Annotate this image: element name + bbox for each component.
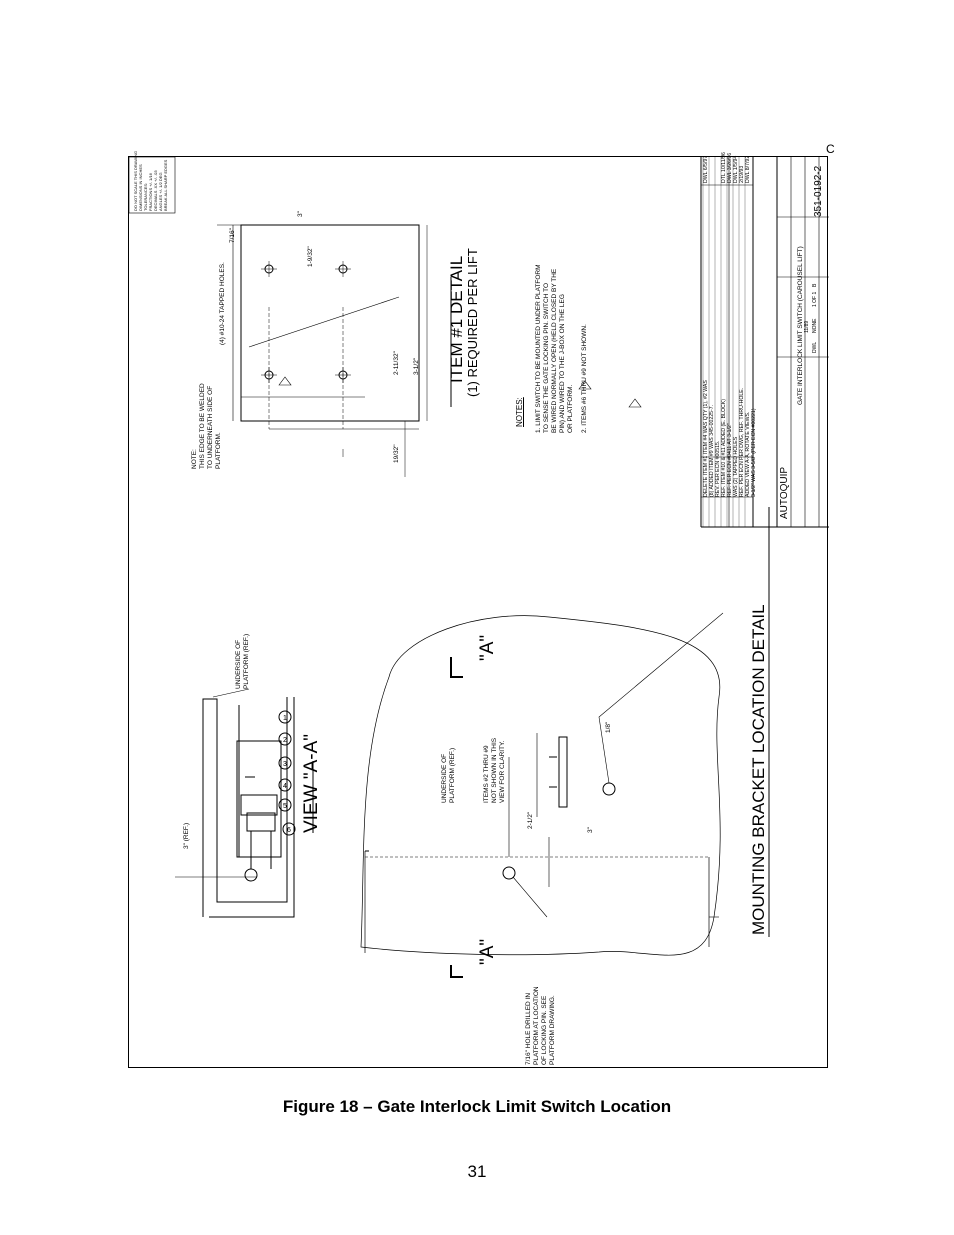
revision-block [703,380,757,497]
dim-2-11-32: 2-11/32" [393,351,400,375]
dim-3-1-2: 3-1/2" [413,357,420,375]
main-title: MOUNTING BRACKET LOCATION DETAIL [749,604,768,935]
item1-title: ITEM #1 DETAIL [447,255,466,383]
dim-3b: 3" [297,211,304,217]
drawn-by: DWL [812,341,818,353]
revision-row: DELETE ITEM #1 ITEM #4 WAS QTY (1), #2 WAS [703,380,709,497]
balloon-1: 1 [283,715,287,722]
balloon-3: 3 [283,761,287,768]
balloon-4: 4 [283,783,287,790]
revision-row: WAS (2) TAPPED HOLES [733,436,739,497]
note-line: BE WIRED NORMALLY OPEN (HELD CLOSED BY THE [551,268,558,433]
dim-19-32: 19/32" [393,444,400,463]
revision-dates: DWL 6/5/97 DTL 10/11/96 DWL 3/26/96 DWL 1/5/94 2/19/93 DWL 8/7/92 [703,152,751,183]
legend-line: TOLERANCES: [143,182,148,211]
drawing-title: GATE INTERLOCK LIMIT SWITCH (CAROUSEL LIFT) [797,246,804,405]
corner-letter: C [826,142,835,156]
scale: NONE [812,318,818,333]
figure-caption: Figure 18 – Gate Interlock Limit Switch Location [282,1097,672,1116]
weld-note: NOTE: THIS EDGE TO BE WELDED TO UNDERNEATH SIDE OF PLATFORM. [191,383,222,469]
note-line: TO SENSE THE GATE LOCKING PIN. SWITCH TO [543,282,550,433]
legend-line: FRACTIONS +/- 1/16 [148,173,153,211]
legend-line: DO NOT SCALE THIS DRAWING [133,150,138,211]
underside-ref-mid: UNDERSIDE OF PLATFORM (REF.) [441,747,456,803]
note-line: 1. LIMIT SWITCH TO BE MOUNTED UNDER PLATFORM [535,264,542,433]
section-a-bottom: "A" [477,938,498,965]
balloon-5: 5 [283,803,287,810]
revision-row: (8) ADDED ITEM #9 WAS 345-00225-7. [709,404,715,497]
dim-ref-3: 3" (REF.) [183,822,190,849]
revision-row: ADDED VIEW A-A, ROTATE VIEWS. [745,411,751,497]
legend-line: ANGLES +/- 1/2 DEG [158,172,163,211]
legend-line: DECIMALS .XX +/- .03 [153,170,158,211]
legend-box [133,151,168,211]
dim-3: 3" [587,827,594,833]
dim-2-1-2: 2-1/2" [527,811,534,829]
sheet-size: B [812,283,818,287]
hole-note: 7/16" HOLE DRILLED IN PLATFORM AT LOCATION OF LOCKING PIN. SEE PLATFORM DRAWING. [525,986,556,1065]
revision-row: 3-1/2" WAS 3-5/8" (PER ECN #00221) [751,408,757,497]
view-aa-title: VIEW "A-A" [301,734,322,833]
drawing-number: 351-0192-2 [813,165,824,217]
dim-7-16: 7/16" [229,228,236,243]
sheet-number: 1 OF 1 [812,291,818,307]
note-line: OR PLATFORM. [567,384,574,433]
item1-subtitle: (1) REQUIRED PER LIFT [465,248,480,397]
page-number: 31 [467,1162,487,1181]
items-not-shown-note: ITEMS #2 THRU #9 NOT SHOWN IN THIS VIEW FOR CLARITY. [483,737,506,803]
revision-row: REF. PER ECN PER DWG, REF. THRU-HOLE. [739,387,745,497]
revision-row: REF. ITEM #10 & #11 ADDED (E. BLOCK) [721,399,727,497]
section-a-top: "A" [477,634,498,661]
revision-row: REF. PER ECN #0411 AT 3-1/2" [727,423,733,497]
company-name: AUTOQUIP [779,466,790,519]
legend-line: DIMENSIONS IN INCHES [138,164,143,211]
note-line: 2. ITEMS #6 THRU #9 NOT SHOWN. [581,324,588,433]
dim-1-9-32: 1-9/32" [307,246,314,267]
note-line: PIN) AND WIRED TO THE J-BOX ON THE LEG [559,294,566,433]
underside-ref-top: UNDERSIDE OF PLATFORM (REF.) [235,633,250,689]
legend-line: BREAK ALL SHARP EDGES [163,159,168,211]
balloon-6: 6 [287,827,291,834]
notes-title: NOTES: [515,397,524,427]
dim-1-8: 1/8" [605,721,612,733]
tapped-holes-note: (4) #10-24 TAPPED HOLES. [219,262,226,345]
drawing-date: 11/89 [804,320,810,333]
drawing-sheet [128,150,828,1068]
revision-row: REV. PER ECN #00515. [715,440,721,497]
balloon-2: 2 [283,737,287,744]
notes-block [535,264,589,433]
